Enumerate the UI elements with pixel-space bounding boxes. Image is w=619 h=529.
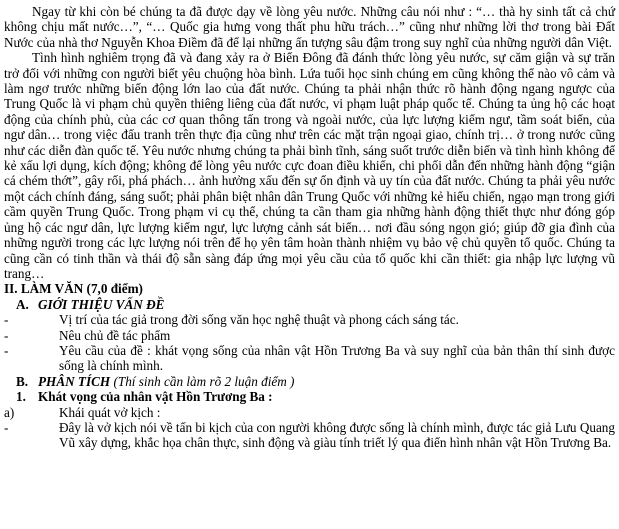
bullet-dash: - (4, 419, 9, 435)
part-b-note: (Thí sinh cần làm rõ 2 luận điểm ) (113, 373, 295, 389)
item-1-heading (4, 389, 615, 404)
bullet-dash: - (4, 327, 9, 343)
bullet-text: Yêu cầu của đề : khát vọng sống của nhân vật Hồn Trương Ba và suy nghĩ của bản thân thí sinh được sống là chính mình. (59, 342, 615, 374)
part-a-bullet (4, 312, 615, 327)
sub-a-marker: a) (4, 404, 15, 420)
part-a-bullet (4, 343, 615, 374)
bullet-text: Đây là vở kịch nói về tấn bi kịch của con người không được sống là chính mình, được tác giả Lưu Quang Vũ xây dựng, khắc họa chân thực, sinh động và giàu tính triết lý qua điển hình nhân vật Hồn Trương Ba. (59, 419, 615, 451)
part-a-heading (4, 297, 615, 312)
part-b-label: PHÂN TÍCH (38, 373, 111, 389)
item-1-label: Khát vọng của nhân vật Hồn Trương Ba : (38, 389, 273, 405)
part-b-marker: B. (16, 373, 29, 389)
body-paragraph: Tình hình nghiêm trọng đã và đang xảy ra ở Biển Đông đã đánh thức lòng yêu nước, sự căm giận và sự trăn trở đối với những con người biết yêu chuộng hòa bình. Lứa tuổi học sinh chúng em cũng không thể nào vô cảm và làm ngơ trước những biến động lớn lao của đất nước. Chúng ta phải nhận thức rõ hành động ngang ngược của Trung Quốc là vi phạm chủ quyền thiêng liêng của đất nước, vi phạm luật pháp quốc tế. Chúng ta ủng hộ các hoạt động của chính phủ, của các cơ quan thông tấn trong và ngoài nước, của lực lượng kiểm ngư, tầm soát biển, của ngư dân… trong việc đấu tranh trên thực địa cũng như trên các mặt trận ngoại giao, chính trị… ở trong nước cũng như các diễn đàn quốc tế. Yêu nước nhưng chúng ta phải bình tĩnh, sáng suốt trước diễn biến và tình hình không để kẻ xấu lợi dụng, kích động; không để lòng yêu nước cực đoan điều khiển, chi phối dẫn đến những hành động “giận cá chém thớt”, gây rối, phá phách… ảnh hưởng xấu đến sự ổn định và uy tín của đất nước. Chúng ta phải yêu nước một cách chính đáng, sáng suốt; phải phân biệt nhân dân Trung Quốc với những kẻ hiếu chiến, ngạo mạn trong giới cầm quyền Trung Quốc. Trong phạm vi cụ thể, chúng ta cần tham gia những hành động thiết thực như đóng góp ủng hộ các ngư dân, lực lượng kiểm ngư, lực lượng cảnh sát biển… nơi đầu sóng ngọn gió; giúp đỡ gia đình của những người trong các lực lượng nói trên để họ yên tâm hoàn thành nhiệm vụ bảo vệ chủ quyền tổ quốc. Chúng ta cũng cần có tinh thần và thái độ sẵn sàng đáp ứng mọi yêu cầu của tổ quốc khi cần thiết: gia nhập lực lượng vũ trang… (4, 50, 615, 281)
sub-a-heading (4, 405, 615, 420)
bullet-dash: - (4, 312, 9, 328)
item-1-marker: 1. (16, 389, 26, 405)
part-b-label-wrap (38, 374, 294, 389)
section-ii-heading: II. LÀM VĂN (7,0 điểm) (4, 281, 143, 297)
bullet-text: Nêu chủ đề tác phẩm (59, 327, 171, 343)
sub-a-bullet (4, 420, 615, 451)
intro-paragraph: Ngay từ khi còn bé chúng ta đã được dạy về lòng yêu nước. Những câu nói như : “… thà hy sinh tất cả chứ không chịu mất nước…”, “… Quốc gia hưng vong thất phu hữu trách…” cũng như những lời thơ trong bài Đất Nước của nhà thơ Nguyễn Khoa Điềm đã để lại những ấn tượng sâu đậm trong suy nghĩ của những người dân Việt. (4, 4, 615, 50)
part-a-marker: A. (16, 296, 29, 312)
part-b-heading (4, 374, 615, 389)
sub-a-label: Khái quát vở kịch : (59, 404, 161, 420)
part-a-bullet (4, 328, 615, 343)
bullet-dash: - (4, 342, 9, 358)
part-a-label: GIỚI THIỆU VẤN ĐỀ (38, 296, 165, 312)
bullet-text: Vị trí của tác giả trong đời sống văn học nghệ thuật và phong cách sáng tác. (59, 312, 459, 328)
